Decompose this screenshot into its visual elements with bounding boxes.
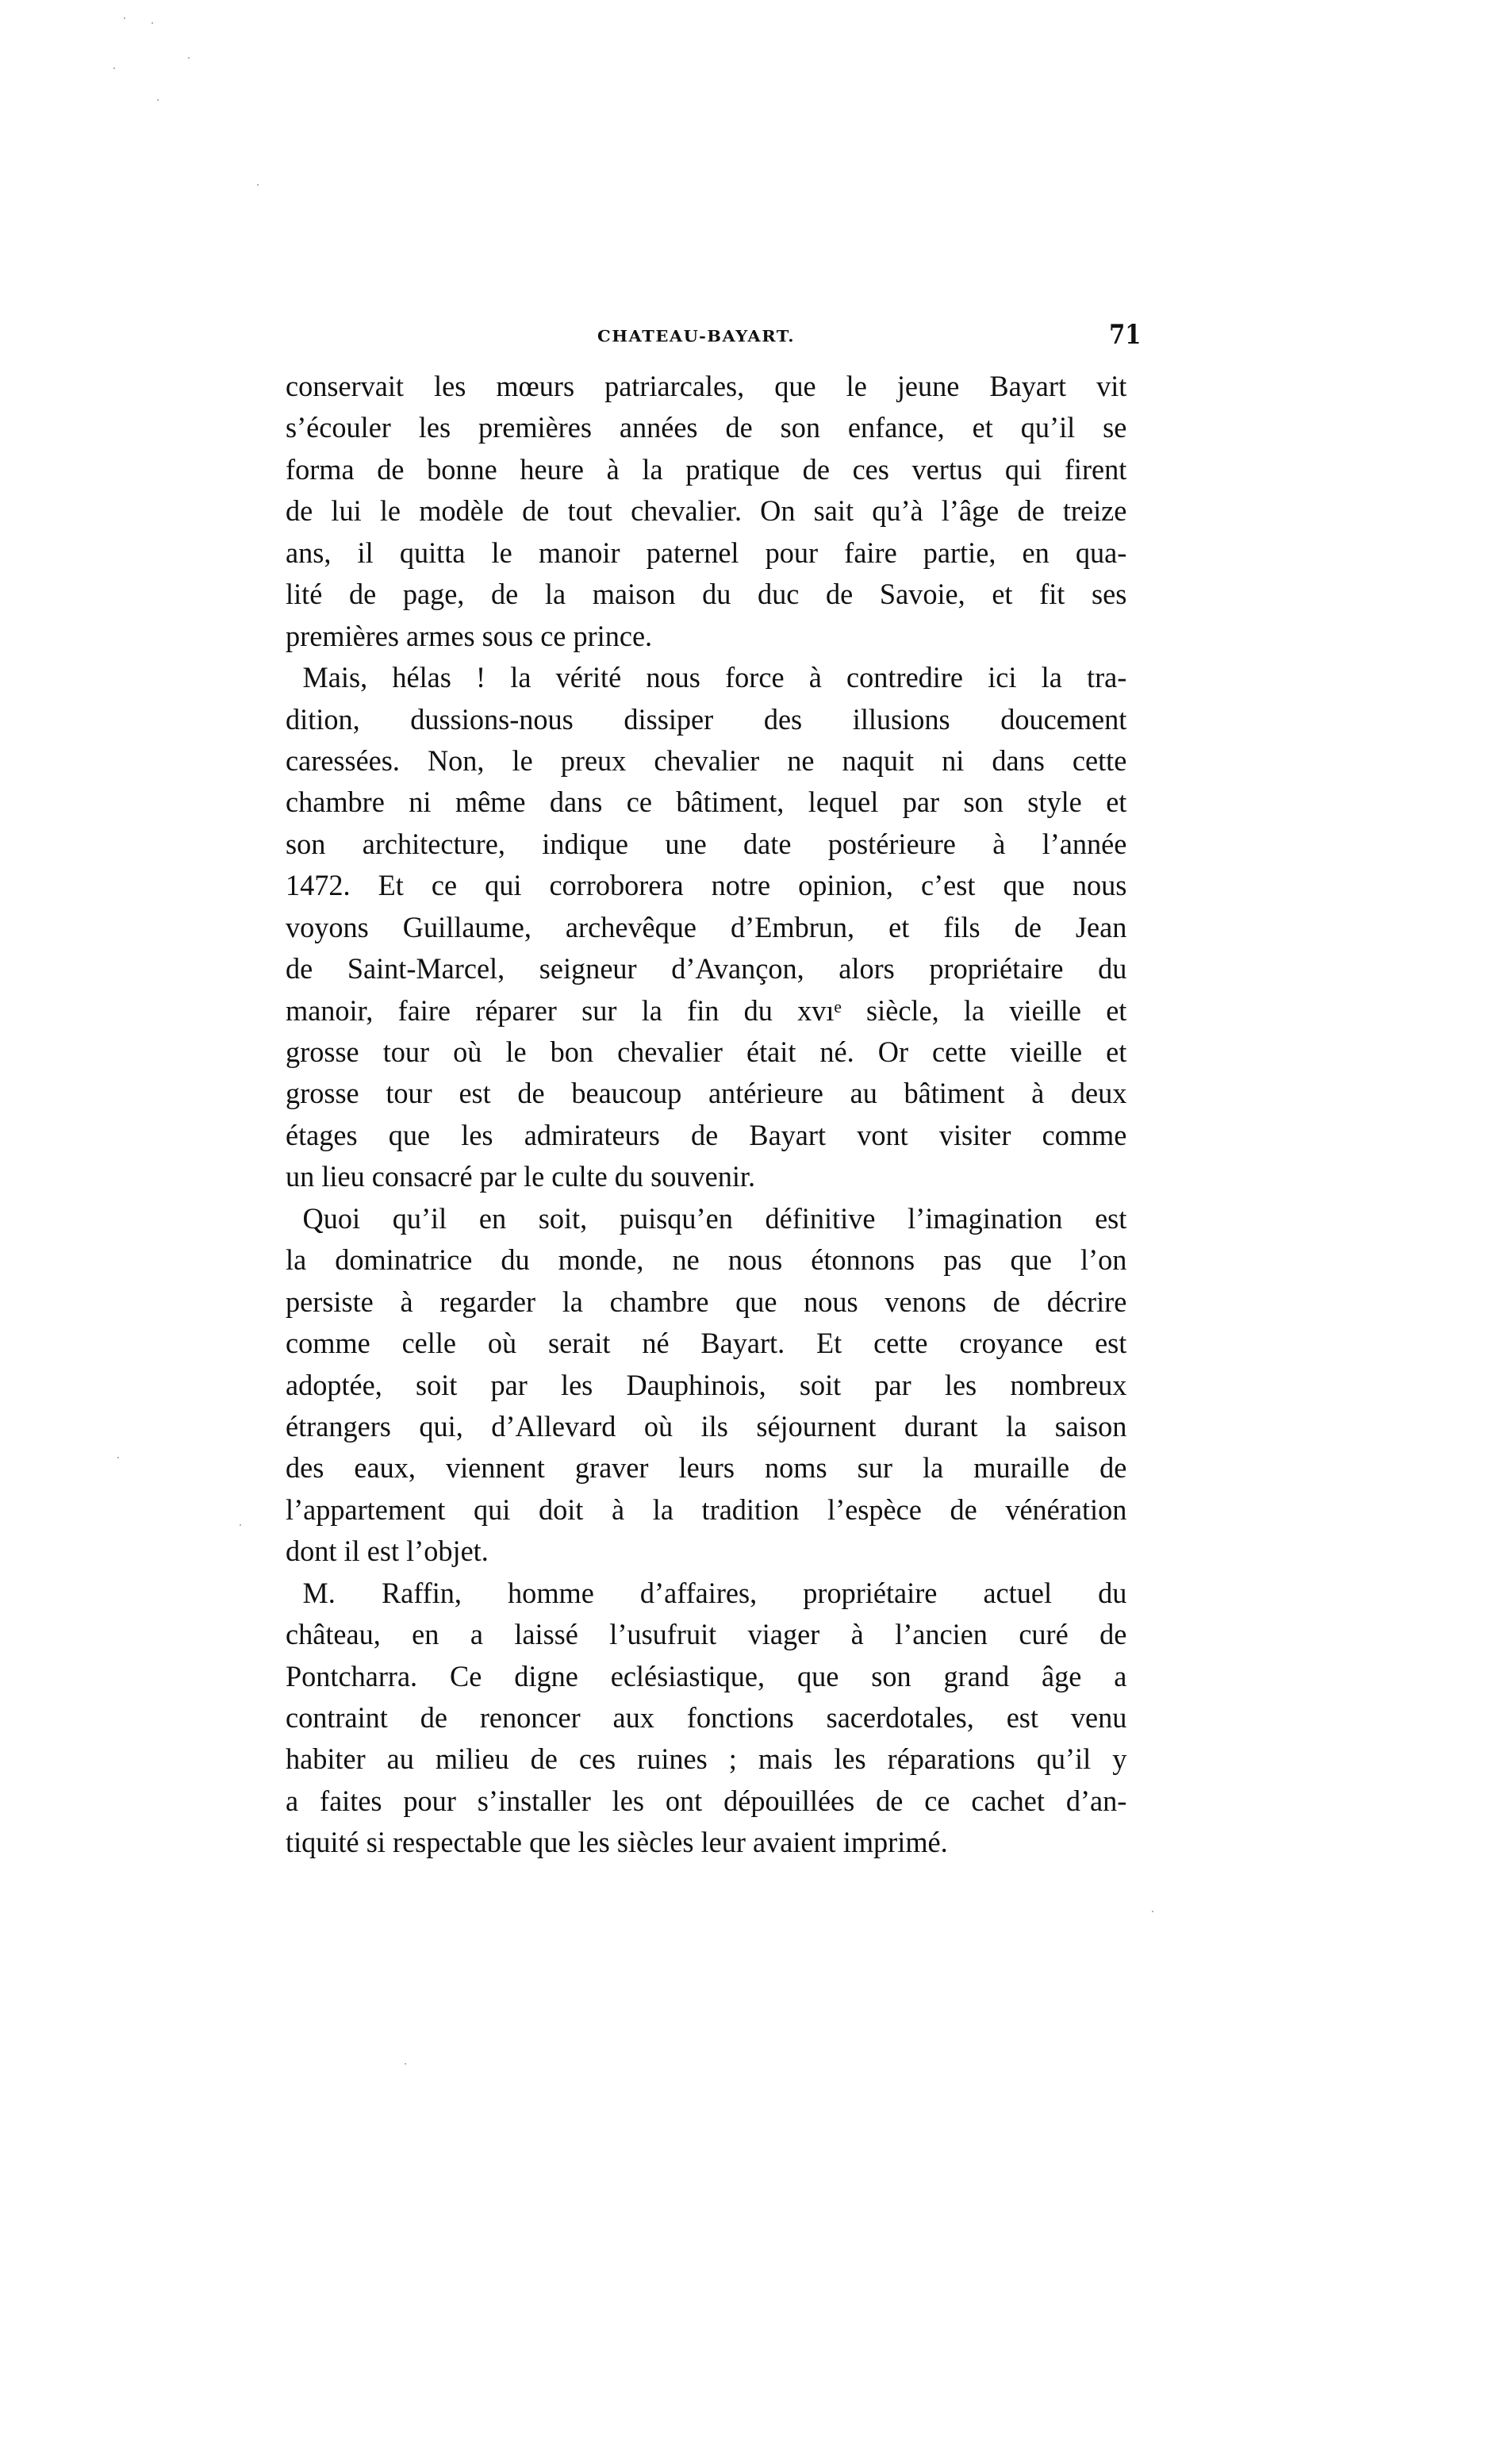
scan-speck: [113, 67, 115, 69]
scan-speck: [188, 57, 190, 59]
text-line: contraint de renoncer aux fonctions sacerdotales, est venu: [286, 1702, 1127, 1735]
text-line: château, en a laissé l’usufruit viager à l’ancien curé de: [286, 1619, 1127, 1652]
text-line: la dominatrice du monde, ne nous étonnons pas que l’on: [286, 1244, 1127, 1277]
text-line: Pontcharra. Ce digne eclésiastique, que son grand âge a: [286, 1660, 1127, 1693]
scan-speck: [152, 22, 153, 24]
text-line: caressées. Non, le preux chevalier ne naquit ni dans cette: [286, 744, 1127, 778]
text-line: conservait les mœurs patriarcales, que le jeune Bayart vit: [286, 371, 1127, 403]
text-line: de Saint-Marcel, seigneur d’Avançon, alors propriétaire du: [286, 953, 1127, 986]
page-number: 71: [1108, 319, 1141, 351]
text-line: dition, dussions-nous dissiper des illusions doucement: [286, 703, 1127, 736]
scan-speck: [405, 2063, 406, 2065]
text-line: premières armes sous ce prince.: [286, 620, 653, 653]
text-line: ans, il quitta le manoir paternel pour faire partie, en qua-: [286, 536, 1127, 570]
scan-speck: [157, 99, 159, 101]
text-line: habiter au milieu de ces ruines ; mais les réparations qu’il y: [286, 1743, 1127, 1777]
text-line: Mais, hélas ! la vérité nous force à contredire ici la tra-: [302, 662, 1127, 695]
text-line: Quoi qu’il en soit, puisqu’en définitive l’imagination est: [302, 1202, 1127, 1235]
running-title: CHATEAU-BAYART.: [597, 326, 796, 346]
scan-speck: [117, 1457, 119, 1458]
text-line: étages que les admirateurs de Bayart vont visiter comme: [286, 1119, 1127, 1152]
scan-speck: [124, 17, 125, 19]
text-line: M. Raffin, homme d’affaires, propriétaire actuel du: [302, 1577, 1127, 1610]
text-line: manoir, faire réparer sur la fin du xvıᵉ siècle, la vieille et: [286, 994, 1127, 1028]
text-line: voyons Guillaume, archevêque d’Embrun, et fils de Jean: [286, 911, 1127, 944]
text-line: un lieu consacré par le culte du souvenir.: [286, 1161, 756, 1194]
text-line: comme celle où serait né Bayart. Et cette croyance est: [286, 1327, 1127, 1361]
text-line: des eaux, viennent graver leurs noms sur la muraille de: [286, 1452, 1127, 1485]
scan-speck: [257, 184, 259, 186]
text-line: adoptée, soit par les Dauphinois, soit par les nombreux: [286, 1369, 1127, 1402]
scan-speck: [240, 1524, 241, 1526]
paragraph-2: [286, 658, 1144, 1199]
text-line: 1472. Et ce qui corroborera notre opinion, c’est que nous: [286, 870, 1127, 903]
text-line: lité de page, de la maison du duc de Savoie, et fit ses: [286, 578, 1127, 612]
text-line: l’appartement qui doit à la tradition l’espèce de vénération: [286, 1493, 1127, 1527]
scan-speck: [1152, 1911, 1153, 1912]
text-line: s’écouler les premières années de son enfance, et qu’il se: [286, 412, 1127, 445]
text-line: tiquité si respectable que les siècles leur avaient imprimé.: [286, 1827, 948, 1860]
text-line: persiste à regarder la chambre que nous venons de décrire: [286, 1285, 1127, 1319]
text-line: son architecture, indique une date postérieure à l’année: [286, 828, 1127, 861]
text-line: a faites pour s’installer les ont dépouillées de ce cachet d’an-: [286, 1785, 1127, 1818]
paragraph-3: [286, 1199, 1144, 1573]
text-line: grosse tour est de beaucoup antérieure au bâtiment à deux: [286, 1078, 1127, 1111]
paragraph-4: [286, 1573, 1144, 1865]
running-head: [286, 319, 1144, 351]
text-line: dont il est l’objet.: [286, 1535, 489, 1569]
text-line: chambre ni même dans ce bâtiment, lequel par son style et: [286, 786, 1127, 820]
text-line: grosse tour où le bon chevalier était né. Or cette vieille et: [286, 1036, 1127, 1069]
text-line: de lui le modèle de tout chevalier. On sait qu’à l’âge de treize: [286, 495, 1127, 528]
text-line: forma de bonne heure à la pratique de ces vertus qui firent: [286, 453, 1127, 486]
text-line: étrangers qui, d’Allevard où ils séjournent durant la saison: [286, 1410, 1127, 1443]
body-text: [286, 367, 1144, 1865]
paragraph-1: [286, 367, 1144, 658]
